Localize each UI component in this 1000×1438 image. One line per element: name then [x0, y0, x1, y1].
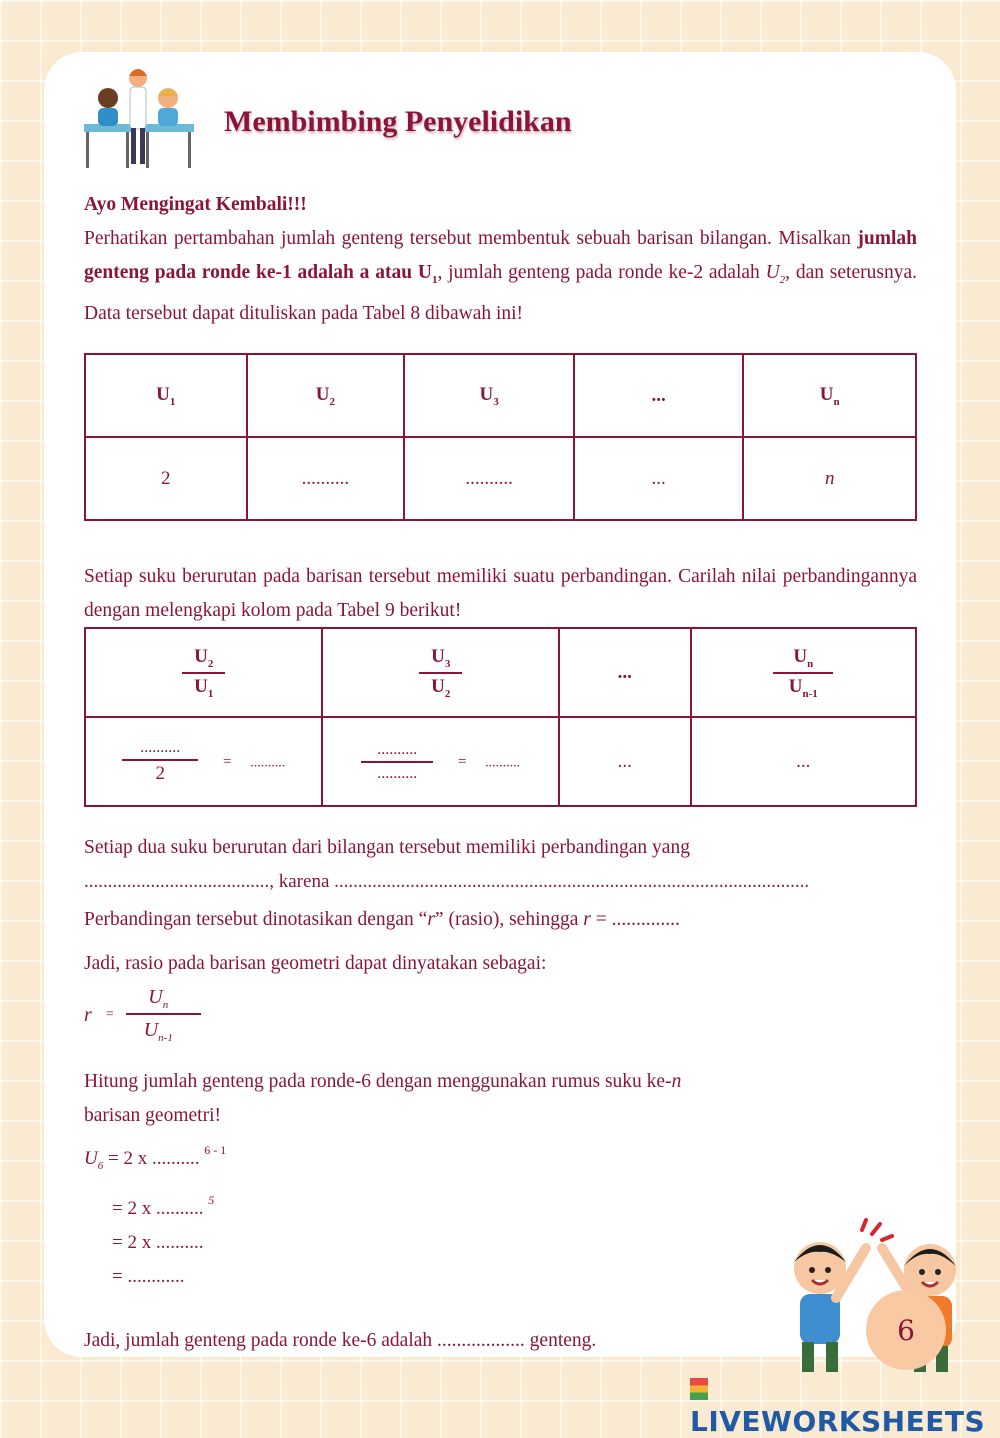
instruction-table9 [84, 560, 917, 628]
table8-value-u1: 2 [85, 437, 247, 520]
table9-cell-2: $\frac{..........}{..........}$ = .......... [322, 717, 558, 806]
logo-icon [690, 1378, 708, 1400]
table9-cell-1: $\frac{..........}{2}$ = .......... [85, 717, 322, 806]
ratio-statement: Setiap dua suku berurutan dari bilangan tersebut memiliki perbandingan yang [84, 837, 690, 858]
page-number: 6 [866, 1290, 946, 1370]
table9-input-result-2[interactable]: .......... [485, 754, 521, 770]
table8-header-u2: $U_2$ [247, 354, 405, 437]
ratio-notation: Perbandingan tersebut dinotasikan dengan “r” (rasio), sehingga r = .............. [84, 909, 680, 930]
table-row [85, 354, 916, 437]
intro-section [84, 188, 917, 331]
calc-line-1[interactable]: $U_6 = 2$ x .......... $^{6 - 1}$ [84, 1143, 227, 1172]
table8-header-un: $U_n$ [743, 354, 916, 437]
table-9 [84, 627, 917, 807]
table9-cell-3: ... [559, 717, 691, 806]
table8-input-u3[interactable]: .......... [404, 437, 574, 520]
table8-header-u1: $U_1$ [85, 354, 247, 437]
intro-heading: Ayo Mengingat Kembali!!! [84, 194, 307, 215]
final-answer[interactable]: Jadi, jumlah genteng pada ronde ke-6 adalah .................. genteng. [84, 1329, 597, 1351]
table8-value-ellipsis: ... [574, 437, 744, 520]
table8-value-un: n [743, 437, 916, 520]
calc-line-2[interactable]: = 2 x .......... $^5$ [112, 1192, 215, 1219]
table8-input-u2[interactable]: .......... [247, 437, 405, 520]
ratio-answer-line[interactable]: ......................................., karena .................................................................................................... [84, 871, 810, 892]
high-five-kids-illustration [770, 1218, 970, 1376]
table9-instruction: Setiap suku berurutan pada barisan tersebut memiliki suatu perbandingan. Carilah nilai perbandingannya dengan melengkapi kolom pada Tabel 9 berikut! [84, 566, 917, 621]
table-row [85, 437, 916, 520]
calc-instruction-2: barisan geometri! [84, 1105, 221, 1126]
table8-header-u3: $U_3$ [404, 354, 574, 437]
table9-header-un-un1: $\frac{U_n}{U_{n-1}}$ [691, 628, 916, 717]
calc-line-4[interactable]: = ............ [112, 1265, 185, 1287]
table9-cell-4: ... [691, 717, 916, 806]
conclusion-section [84, 831, 917, 981]
table8-header-ellipsis: ... [574, 354, 744, 437]
table9-input-num-2[interactable]: .......... [361, 741, 433, 763]
table9-header-u3-u2: $\frac{U_3}{U_2}$ [322, 628, 558, 717]
ratio-formula-intro: Jadi, rasio pada barisan geometri dapat dinyatakan sebagai: [84, 953, 547, 974]
table9-input-num-1[interactable]: .......... [122, 739, 198, 761]
table9-header-u2-u1: $\frac{U_2}{U_1}$ [85, 628, 322, 717]
page-title: Membimbing Penyelidikan [224, 105, 572, 138]
table9-input-result-1[interactable]: .......... [250, 754, 286, 770]
calc-line-3[interactable]: = 2 x .......... [112, 1231, 204, 1253]
calc-instruction: Hitung jumlah genteng pada ronde-6 dengan menggunakan rumus suku ke-n [84, 1071, 682, 1092]
liveworksheets-logo: LIVEWORKSHEETS [690, 1372, 1000, 1438]
table9-header-ellipsis: ... [559, 628, 691, 717]
table-row [85, 717, 916, 806]
table-8 [84, 353, 917, 521]
ratio-formula: r = $\frac{U_n}{U_{n-1}}$ [84, 986, 201, 1044]
table-row [85, 628, 916, 717]
intro-paragraph: Perhatikan pertambahan jumlah genteng tersebut membentuk sebuah barisan bilangan. Misalkan jumlah genteng pada ronde ke-1 adalah a atau $U_1$, jumlah genteng pada ronde ke-2 adalah $U_2$, dan seterusnya. Data tersebut dapat dituliskan pada Tabel 8 dibawah ini! [84, 228, 917, 324]
students-illustration [80, 64, 200, 172]
table9-input-den-2[interactable]: .......... [377, 764, 418, 782]
